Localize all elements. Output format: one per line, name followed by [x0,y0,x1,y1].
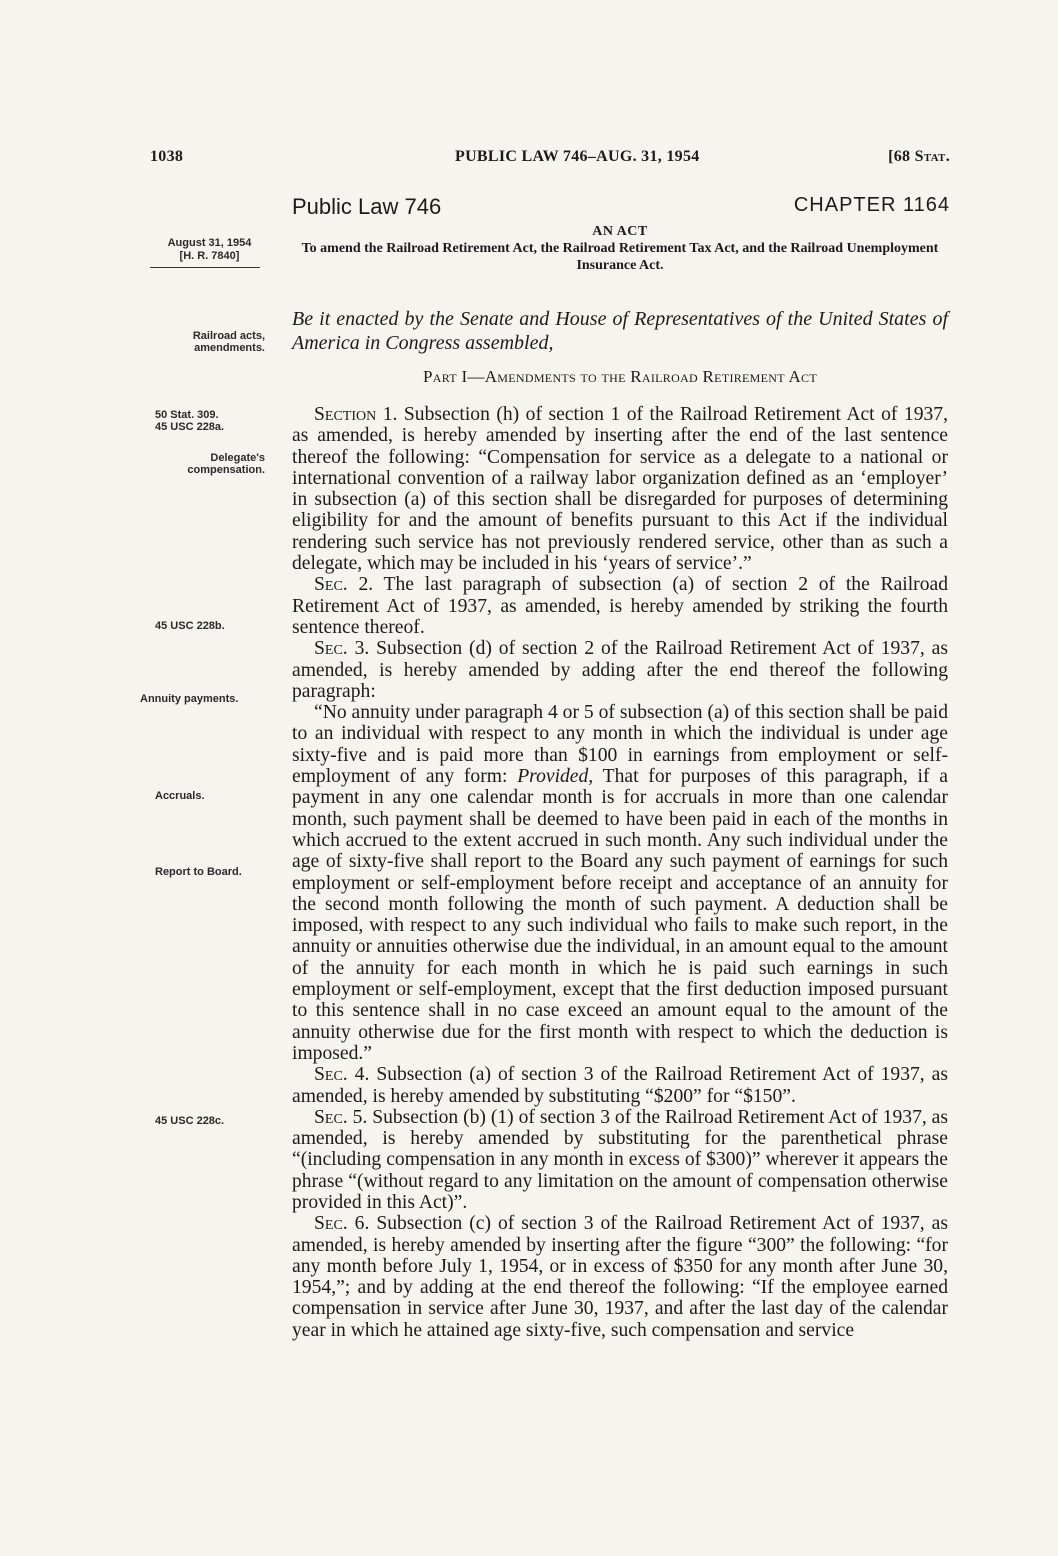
enacting-clause: Be it enacted by the Senate and House of Representatives of the United States of America in Congress assembled, [292,308,948,354]
margin-usc-228b: 45 USC 228b. [155,620,225,632]
section-3 [292,638,948,702]
margin-rule [150,267,260,268]
section-text: 2. The last paragraph of subsection (a) of section 2 of the Railroad Retirement Act of 1937, as amended, is hereby amended by striking the fourth sentence thereof. [292,574,948,638]
page-number: 1038 [150,148,184,165]
margin-usc-228c: 45 USC 228c. [155,1115,225,1127]
margin-report: Report to Board. [155,866,242,878]
section-label: Sec. [314,638,348,660]
section-label: Sec. [314,1064,348,1086]
section-text: 1. Subsection (h) of section 1 of the Railroad Retirement Act of 1937, as amended, is hereby amended by inserting after the end of the last sentence thereof the following: “Compensation for service as a delegate to a national or international convention of a railway labor organization defined as an ‘employer’ in subsection (a) of this section shall be disregarded for purposes of determining eligibility for and the amount of benefits pursuant to this Act if the individual rendering such service has not previously rendered service, other than as such a delegate, which may be included in his ‘years of service’.” [292,404,948,575]
provided-term: Provided, [517,766,594,788]
public-law-number: Public Law 746 [292,194,442,219]
running-title: PUBLIC LAW 746–AUG. 31, 1954 [455,148,700,165]
stat-reference: [68 Stat. [888,148,950,165]
chapter-number: CHAPTER 1164 [793,194,950,216]
section-4 [292,1064,948,1107]
margin-usc-228a: 45 USC 228a. [155,421,225,433]
section-text: 5. Subsection (b) (1) of section 3 of the Railroad Retirement Act of 1937, as amended, is hereby amended by substituting for the parenthetical phrase “(including compensation in any month in excess of $300)” wherever it appears the phrase “(without regard to any limitation on the amount of compensation otherwise provided in this Act)”. [292,1106,948,1213]
act-purpose: To amend the Railroad Retirement Act, the Railroad Retirement Tax Act, and the Railroad Unemployment Insurance Act. [301,241,939,273]
margin-delegates: Delegate's compensation. [187,452,265,476]
quote-text: That for purposes of this paragraph, if a payment in any one calendar month is for accruals in more than one calendar month, such payment shall be deemed to have been paid in each of the months in which accrued to the extent accrued in such month. Any such individual under the age of sixty-five shall report to the Board any such payment of earnings for such employment or self-employment before receipt and acceptance of an annuity for the second month following the month of such payment. A deduction shall be imposed, with respect to any such individual who fails to make such report, in the annuity or annuities otherwise due the individual, in an amount equal to the amount of the annuity for each month in which he is paid such earnings in such employment or self-employment, except that the first deduction imposed pursuant to this sentence shall in no case exceed an amount equal to the amount of the annuity otherwise due for the first month with respect to which the deduction is imposed.” [292,766,948,1064]
margin-annuity: Annuity payments. [140,693,239,705]
section-label: Section [314,404,377,425]
an-act-heading: AN ACT [592,224,648,239]
section-6 [292,1213,948,1341]
section-1 [292,404,948,574]
margin-railroad-acts: Railroad acts, amendments. [192,330,265,354]
act-body [292,404,948,1341]
margin-stat-cite: 50 Stat. 309. [155,409,219,421]
section-2 [292,574,948,638]
section-label: Sec. [314,1213,348,1235]
section-label: Sec. [314,1106,348,1128]
section-text: 6. Subsection (c) of section 3 of the Railroad Retirement Act of 1937, as amended, is hereby amended by inserting after the figure “300” the following: “for any month before July 1, 1954, or in excess of $350 for any month after June 30, 1954,”; and by adding at the end thereof the following: “If the employee earned compensation in service after June 30, 1937, and after the last day of the calendar year in which he attained age sixty-five, such compensation and service [292,1213,948,1341]
section-3-quote [292,702,948,1064]
part-heading: Part I—Amendments to the Railroad Retirement Act [422,367,817,386]
section-text: 3. Subsection (d) of section 2 of the Railroad Retirement Act of 1937, as amended, is hereby amended by adding after the end thereof the following paragraph: [292,638,948,702]
margin-bill: [H. R. 7840] [179,250,240,262]
margin-accruals: Accruals. [155,790,205,802]
section-text: 4. Subsection (a) of section 3 of the Railroad Retirement Act of 1937, as amended, is hereby amended by substituting “$200” for “$150”. [292,1064,948,1107]
margin-date: August 31, 1954 [167,237,252,249]
section-label: Sec. [314,574,348,596]
quote-text: “No annuity under paragraph 4 or 5 of subsection (a) of this section shall be paid to an individual with respect to any month in which the individual is under age sixty-five and is paid more than $100 in earnings from employment or self-employment of any form: [292,702,948,788]
section-5 [292,1107,948,1213]
